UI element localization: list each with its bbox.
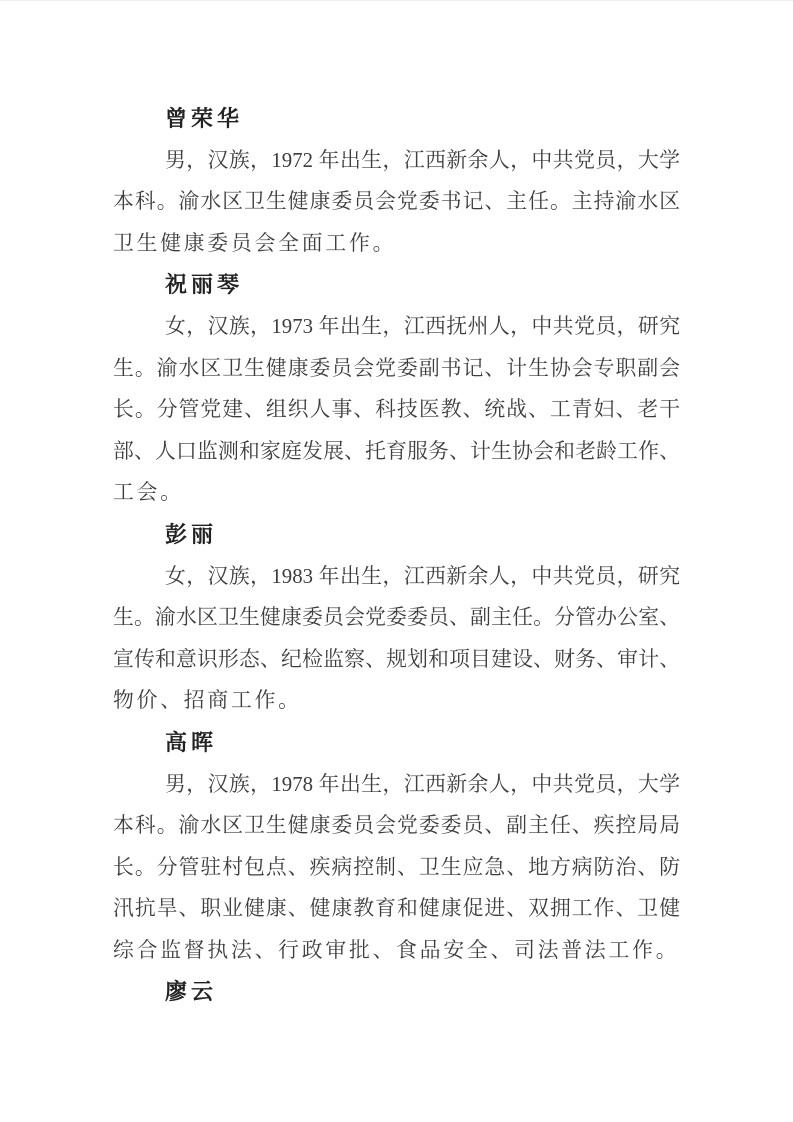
bio-text-line: 长。分管驻村包点、疾病控制、卫生应急、地方病防治、防 [113,855,680,879]
bio-text-line: 工会。 [113,481,184,505]
bio-text-line: 宣传和意识形态、纪检监察、规划和项目建设、财务、审计、 [113,647,680,671]
bio-text-line: 男，汉族，1978 年出生，江西新余人，中共党员，大学 [165,772,680,796]
bio-text-line: 物价、招商工作。 [113,689,302,713]
bio-entry [113,264,680,514]
bio-text-line: 汛抗旱、职业健康、健康教育和健康促进、双拥工作、卫健 [113,897,680,921]
bio-entry [113,98,680,264]
bio-entry [113,514,680,722]
bio-text-line: 本科。渝水区卫生健康委员会党委委员、副主任、疾控局局 [113,814,680,838]
bio-text-line: 女，汉族，1973 年出生，江西抚州人，中共党员，研究 [165,314,680,338]
bio-text-line: 卫生健康委员会全面工作。 [113,231,397,255]
person-name-heading: 祝丽琴 [165,272,244,298]
bio-entry [113,971,680,1013]
bio-text-line: 部、人口监测和家庭发展、托育服务、计生协会和老龄工作、 [113,439,680,463]
bio-text-line: 男，汉族，1972 年出生，江西新余人，中共党员，大学 [165,148,680,172]
bio-text-line: 长。分管党建、组织人事、科技医教、统战、工青妇、老干 [113,398,680,422]
bio-text-line: 生。渝水区卫生健康委员会党委副书记、计生协会专职副会 [113,356,680,380]
person-name-heading: 曾荣华 [165,106,244,131]
person-name-heading: 廖云 [165,979,218,1005]
bio-text-line: 女，汉族，1983 年出生，江西新余人，中共党员，研究 [165,564,680,588]
person-name-heading: 高晖 [165,729,218,755]
bio-text-line: 综合监督执法、行政审批、食品安全、司法普法工作。 [113,938,680,962]
document-body [113,98,680,1013]
bio-text-line: 生。渝水区卫生健康委员会党委委员、副主任。分管办公室、 [113,606,680,630]
bio-text-line: 本科。渝水区卫生健康委员会党委书记、主任。主持渝水区 [113,190,680,214]
bio-entry [113,722,680,972]
person-name-heading: 彭丽 [165,521,218,547]
